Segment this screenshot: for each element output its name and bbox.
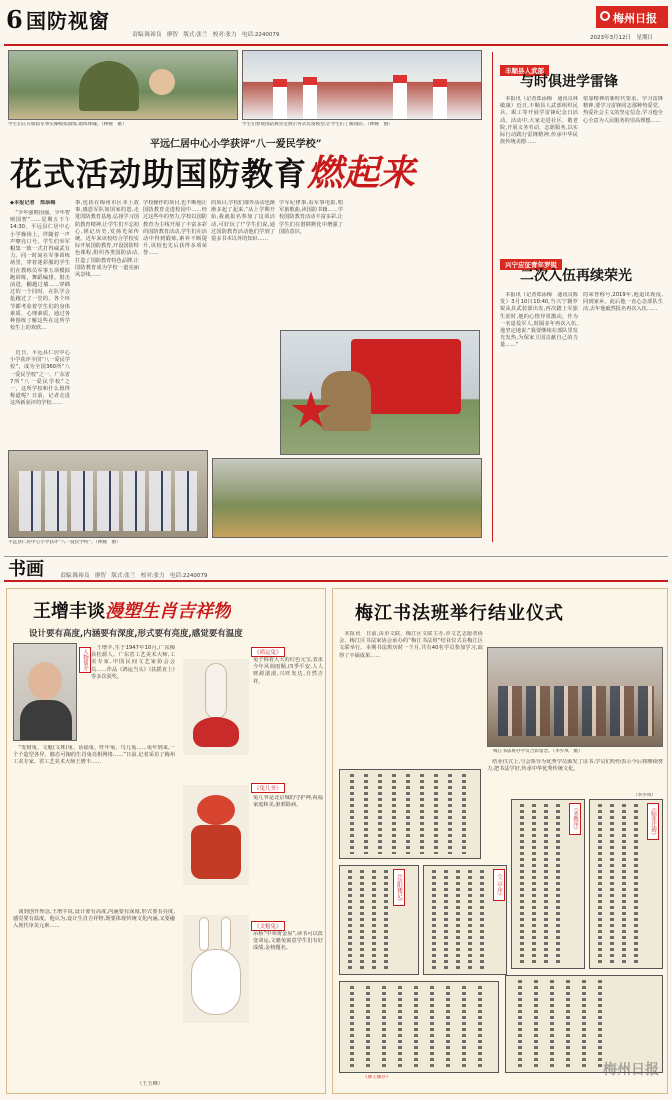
art-body2: 谈到创作理念,王增丰说,设计要有高度,内涵要有深度,形式要有亮度,感觉要有温度。他认为,设计生肖吉祥物,既要体现传统文化内涵,又要融入现代审美元素…… [13, 909, 175, 930]
page-header [4, 4, 668, 46]
side1-body2: 依靠精神的新时代要求。学习雷锋精神,要学习雷锋同志那种热爱党、热爱社会主义的坚定信念,学习他全心全意为人民服务的崇高理想…… [583, 96, 663, 124]
issue-date: 2023年3月12日 星期日 [590, 35, 653, 41]
art-headline [33, 597, 231, 623]
photo-students [8, 450, 208, 538]
callig-headline: 梅江书法班举行结业仪式 [355, 603, 564, 624]
callig-body2: 结业仪式上,与会领导为优秀学员颁发了证书,学员们纷纷表示今后将继续努力,把书法学好,传承中华优秀传统文化。 [487, 759, 663, 773]
item2-label: 《兔儿爷》 [251, 783, 285, 793]
work-label-4: 《临张迁碑》 [647, 803, 659, 840]
work-label-1: 《岳阳楼记》 [393, 869, 405, 906]
side1-headline: 与时俱进学雷锋 [520, 74, 618, 90]
caption-right: 学生们参观国防教育室展示各式装备模型,让学生们了解国防。（林婉 摄） [242, 122, 393, 127]
callig-story [332, 588, 668, 1094]
top-headline [10, 152, 486, 196]
item3-label: 《文魁兔》 [251, 921, 285, 931]
top-col6: 学军纪律事,看军事电影,唱军旅歌曲,读国防书籍……学校国防教育活动丰富多彩,让学生们在潜移默化中增强了国防意识。 [279, 200, 343, 235]
art-story [6, 588, 326, 1094]
work-label-2: 《兰亭序》 [493, 869, 505, 901]
art-headline-red: 漫塑生肖吉祥物 [105, 601, 231, 622]
column-divider [492, 52, 493, 542]
caption-bottom: 平远县仁居中心小学获评“八一爱民学校”。（林婉 摄） [8, 540, 121, 545]
work-label-3: 《圣教序》 [569, 803, 581, 835]
section-title: 国防视窗 [26, 9, 110, 33]
side2-body2: 的荣誉称号,2019年,他退出现役,回到家乡。此后他一直心念部队生活,去年他毅然报名再次入伍…… [583, 292, 663, 313]
top-col4: 学校操作的项目,也不断地让国防教育走进校园中……经过这些年的努力,学校以国防教育为主线开展了丰富多彩的国防教育活动,学生们在活动中得到锻炼,素养不断提升,该校也先后获得多项荣誉…… [143, 200, 207, 257]
item2-rabbit-figure [183, 785, 249, 885]
top-col5: 的项目,学校们课外活动也渐渐多起了起来,“从上学期开始,我就报名参加了这项活动,可好玩了!”学生们说,通过国防教育活动他们学到了很多书本以外的知识…… [211, 200, 275, 243]
photo-exhibit [242, 50, 482, 120]
bio-label: 人物简介 [79, 647, 91, 673]
portrait [13, 643, 77, 741]
byline: ◆本报记者 郑添梅 [10, 200, 56, 206]
callig-photo-caption: 梅江书法班办学员合影留念。（李少凤 摄） [493, 749, 583, 754]
paper-name: 梅州日报 [613, 12, 657, 25]
item3-rabbit-figure [183, 915, 249, 1023]
bottom-credits: 责编:陈裕良 廖智 版式:张兰 校对:张力 电话:2240079 [60, 573, 208, 579]
callig-work-1 [339, 769, 481, 859]
caption-left: 学生们正在模拟军事实操模拟演练,锻炼体魄。（林婉 摄） [8, 122, 127, 127]
watermark: 梅州日报 [603, 1062, 659, 1078]
page-number: 6 [6, 6, 23, 34]
photo-training [8, 50, 238, 120]
bottom-header [4, 556, 668, 582]
side1-tag-label: 丰顺县人武部 [500, 65, 549, 76]
art-author: （王玉峰） [137, 1081, 163, 1087]
side2-headline: 二次入伍再续荣光 [520, 268, 632, 284]
header-credits: 责编:陈裕良 廖智 版式:张兰 校对:张力 电话:2240079 [132, 32, 280, 38]
work-label-5: 《滕王阁序》 [363, 1075, 391, 1080]
photo-monument [280, 330, 480, 455]
callig-body: 本报讯 日前,由市文联、梅江区文联主办,市文艺志愿者协会、梅江区书法家协会承办的“梅江书法班”结业仪式在梅江区文联举行。本期书法班历时一个月,共有40名学员参加学习,取得了丰硕成果…… [339, 631, 483, 659]
top-col3: 事,包括在梅州市区本土故事,感恩军队如国家的恩,走进国防教育基地,弘扬学习国防教育精神,让学生们不忘初心,铭记历史,发扬光荣传统。近年来该校结合学校实际开展国防教育,开设国防特色课程,组织各类国防活动,打造了国防教育特色品牌,让国防教育成为学校一道亮丽风景线…… [75, 200, 139, 279]
photo-class-group [487, 647, 663, 747]
bottom-section-title: 书画 [8, 559, 44, 580]
callig-credit: （李少凤） [633, 793, 656, 798]
top-col1: “少年强则国强，少年智则国智”……星期五下午14:30，平远县仁居中心小学操场上，伴随着一声声嘹亮口号，学生们举军帽集一致一式打得威武有力。同一时间在军事训练场里，穿着迷彩服的学生们在教练员军事五项模拟跑训练，舞蹈编排。射击前进，翻越过墙……穿插过的一个同时，在队学会抢跑过了一堂的，各个环节都考验着学生们的身体素质、心理素质，通过各种围练了解这些在这所学校生上的欢欣… [10, 210, 70, 332]
item2-text: 兔儿爷是北京城的守护神,祝福家庭和美,驱邪除病。 [253, 795, 323, 809]
callig-work-6 [339, 981, 499, 1073]
art-body: “发财兔、文魁(文殊)兔、话福兔、旺年兔、鸟儿兔……兔年到来,一个个造型各异、憨态可掬的生肖兔亮相网络……”日前,记者采访了梅州工美专家、省工艺美术大师王增丰…… [13, 745, 175, 766]
masthead [596, 6, 668, 28]
art-bio: 王增丰,生于1947年10月,广东梅县松源人。广东省工艺美术大师,工美专家,中国民间文艺家协会会员……作品《鸿运当头》《扶摇直上》等多次获奖。 [91, 645, 175, 680]
top-kicker: 平远仁居中心小学获评“八一爱民学校” [150, 139, 322, 150]
top-headline-red: 燃起来 [307, 152, 416, 194]
side1-body: 本报讯（记者郑添梅 通讯员林敏康）近日,丰顺县人武部组织民兵、职工等开展学雷锋纪念日活动。活动中,大家走进社区、敬老院,开展义务劳动、志愿服务,以实际行动践行雷锋精神,传承中华民族传统美德…… [500, 96, 578, 146]
art-subtitle: 设计要有高度,内涵要有深度,形式要有亮度,感觉要有温度 [29, 629, 243, 639]
art-headline-black: 王增丰谈 [33, 601, 105, 622]
side2-tag-label: 兴宁应征青年罗锐 [500, 259, 562, 270]
side2-body: 本报讯（记者郑添梅 通讯员陈发）3月10日10:40,当兴宁籍罗锐从县武装部出发,再次踏上军旅生涯时,他的心情异常激动。作为一名退役军人,时隔多年再次入伍,他坚定地说:“我要继续在部队里发光发热,为保家卫国贡献自己的力量……” [500, 292, 578, 349]
photo-flowers [212, 458, 482, 538]
item1-rabbit-figure [183, 659, 249, 755]
item1-label: 《鸿运兔》 [251, 647, 285, 657]
item3-text: 吊桥“中举黄金屋”,读书可以改变命运,文魁兔寓意学生们有好成绩,金榜题名。 [253, 931, 323, 952]
top-col2: 近日，平远县仁居中心小学获评全国“八一爱民学校”，成为全国360所“八一爱民学校”之一、广东省7所“八一爱民学校”之一，这所学校和什么值得称道呢？日前，记者走进这所新获评的学校…… [10, 350, 70, 407]
item1-text: 兔子韩着大大的红色元宝,表求今年风调雨顺,四季平安,人人财源滚滚,兴旺发达,自然吉祥。 [253, 657, 323, 685]
callig-work-2 [339, 865, 419, 975]
masthead-logo-icon [600, 11, 610, 21]
top-headline-black: 花式活动助国防教育 [10, 155, 308, 193]
